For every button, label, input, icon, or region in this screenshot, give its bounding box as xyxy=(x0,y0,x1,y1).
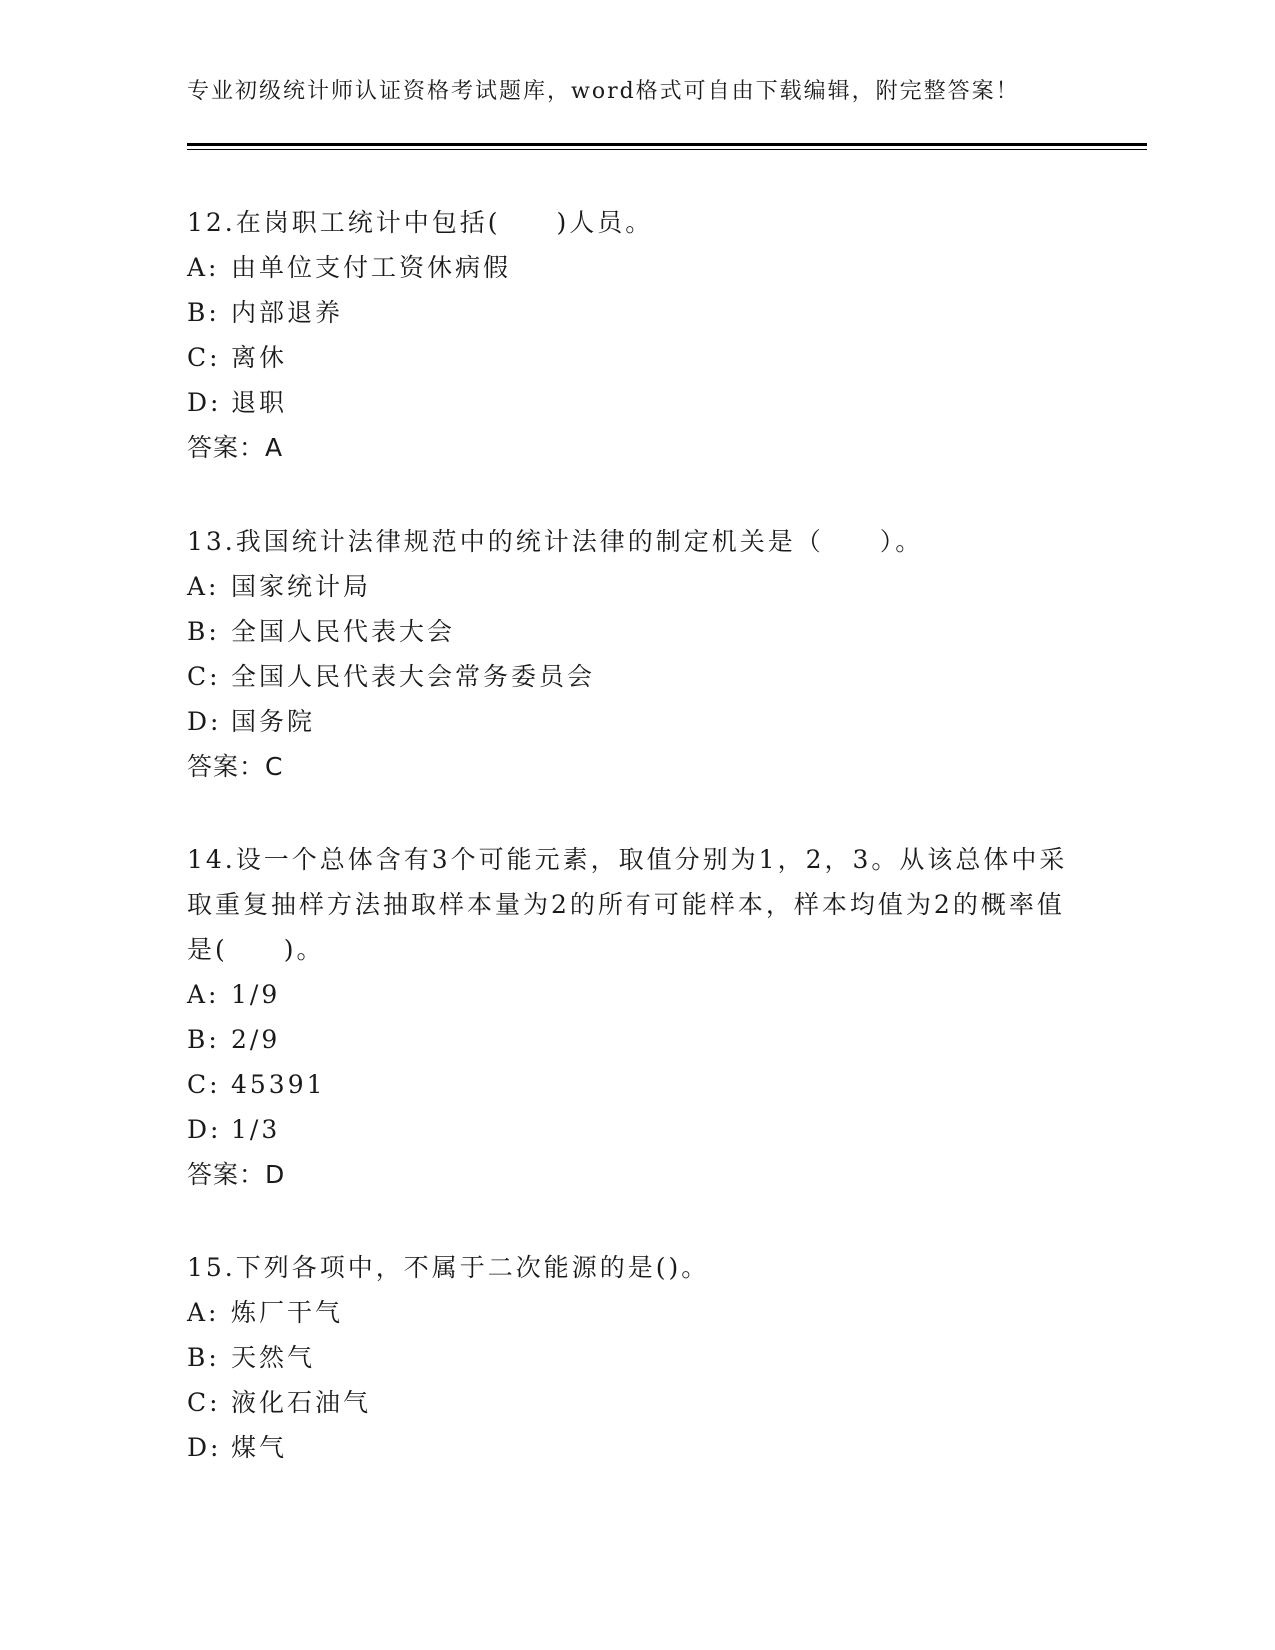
option-key: C: xyxy=(187,1070,221,1099)
option-text: 1/9 xyxy=(231,980,281,1009)
option-text: 全国人民代表大会 xyxy=(231,617,456,646)
question-title: 14.设一个总体含有3个可能元素，取值分别为1，2，3。从该总体中采取重复抽样方法抽取样本量为2的所有可能样本，样本均值为2的概率值是( )。 xyxy=(187,845,1068,964)
option-c xyxy=(187,1380,1087,1425)
question-14 xyxy=(187,837,1087,1197)
option-key: A: xyxy=(187,253,220,282)
option-key: C: xyxy=(187,1388,221,1417)
option-a xyxy=(187,564,1087,609)
option-b xyxy=(187,1017,1087,1062)
option-text: 全国人民代表大会常务委员会 xyxy=(231,662,596,691)
question-title: 15.下列各项中，不属于二次能源的是()。 xyxy=(187,1253,710,1282)
option-text: 国家统计局 xyxy=(231,572,372,601)
option-text: 由单位支付工资休病假 xyxy=(231,253,512,282)
option-a xyxy=(187,972,1087,1017)
answer-line: 答案：A xyxy=(187,433,284,462)
option-text: 内部退养 xyxy=(231,298,344,327)
option-key: B: xyxy=(187,298,220,327)
option-key: D: xyxy=(187,707,222,736)
option-key: D: xyxy=(187,388,222,417)
header-rule-thin xyxy=(187,149,1147,150)
option-text: 2/9 xyxy=(231,1025,281,1054)
option-key: B: xyxy=(187,617,220,646)
option-text: 45391 xyxy=(231,1070,326,1099)
option-text: 退职 xyxy=(231,388,288,417)
option-text: 国务院 xyxy=(231,707,316,736)
option-text: 1/3 xyxy=(231,1115,281,1144)
option-key: C: xyxy=(187,662,221,691)
option-d xyxy=(187,1425,1087,1470)
option-key: B: xyxy=(187,1343,220,1372)
question-15 xyxy=(187,1245,1087,1470)
option-text: 离休 xyxy=(231,343,288,372)
answer-line: 答案：D xyxy=(187,1160,286,1189)
option-d xyxy=(187,699,1087,744)
option-a xyxy=(187,1290,1087,1335)
answer-line: 答案：C xyxy=(187,752,284,781)
option-d xyxy=(187,1107,1087,1152)
option-c xyxy=(187,1062,1087,1107)
option-key: A: xyxy=(187,572,220,601)
question-title: 13.我国统计法律规范中的统计法律的制定机关是（ ）。 xyxy=(187,527,924,556)
question-13 xyxy=(187,519,1087,789)
question-title: 12.在岗职工统计中包括( )人员。 xyxy=(187,208,654,237)
option-text: 炼厂干气 xyxy=(231,1298,344,1327)
option-key: B: xyxy=(187,1025,220,1054)
option-key: D: xyxy=(187,1115,222,1144)
page-header: 专业初级统计师认证资格考试题库，word格式可自由下载编辑，附完整答案！ xyxy=(187,79,1020,104)
option-d xyxy=(187,380,1087,425)
option-text: 煤气 xyxy=(231,1433,288,1462)
option-text: 液化石油气 xyxy=(231,1388,372,1417)
option-key: A: xyxy=(187,1298,220,1327)
option-key: C: xyxy=(187,343,221,372)
option-c xyxy=(187,335,1087,380)
option-text: 天然气 xyxy=(231,1343,316,1372)
question-12 xyxy=(187,200,1087,470)
option-b xyxy=(187,1335,1087,1380)
option-b xyxy=(187,609,1087,654)
option-key: D: xyxy=(187,1433,222,1462)
option-key: A: xyxy=(187,980,220,1009)
header-rule-thick xyxy=(187,143,1147,146)
option-c xyxy=(187,654,1087,699)
option-b xyxy=(187,290,1087,335)
option-a xyxy=(187,245,1087,290)
